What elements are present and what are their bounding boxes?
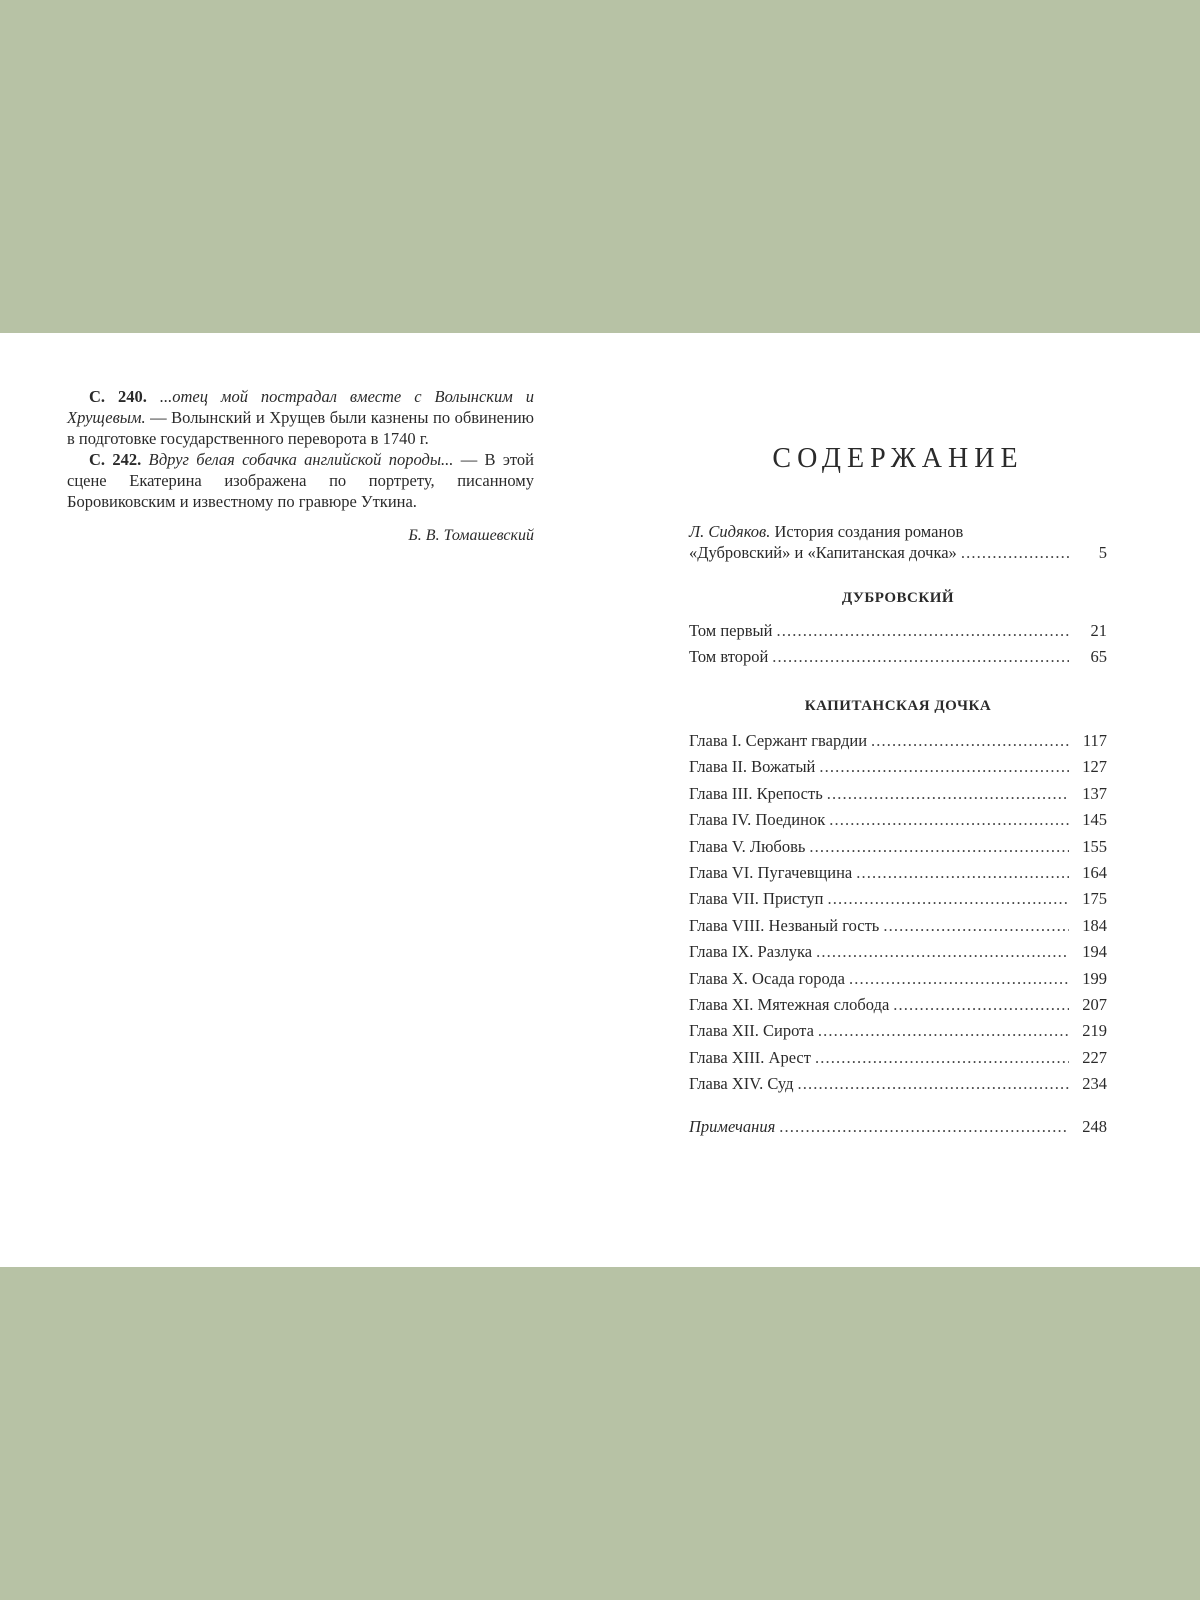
toc-intro-entry[interactable] (689, 521, 1107, 563)
entry-page: 184 (1082, 915, 1107, 935)
section-heading-dubrovsky: ДУБРОВСКИЙ (841, 590, 955, 606)
entry-label: Глава V. Любовь (689, 836, 806, 856)
note-quote: Вдруг белая собачка английской породы... (148, 450, 454, 469)
entry-page: 227 (1082, 1047, 1107, 1067)
entry-page: 194 (1082, 942, 1107, 962)
entry-label: Глава XIII. Арест (689, 1047, 811, 1067)
notes-entry-group (689, 1116, 1107, 1142)
entry-page: 145 (1082, 810, 1107, 830)
dot-leader (961, 542, 1069, 563)
dot-leader (871, 730, 1069, 751)
toc-entry[interactable] (689, 756, 1107, 782)
intro-line-2 (689, 542, 1107, 563)
note-ref: С. 240. (89, 387, 147, 406)
toc-entry[interactable] (689, 1073, 1107, 1099)
toc-entry[interactable] (689, 1047, 1107, 1073)
dot-leader (798, 1073, 1069, 1094)
entry-label: Том первый (689, 621, 773, 640)
entry-label: Глава IV. Поединок (689, 810, 826, 830)
toc-entry[interactable] (689, 1020, 1107, 1046)
entry-page: 234 (1082, 1074, 1107, 1094)
toc-entry[interactable] (689, 730, 1107, 756)
dot-leader (779, 1116, 1069, 1137)
entry-label: Глава VIII. Незваный гость (689, 915, 880, 935)
entry-label: Глава XII. Сирота (689, 1021, 814, 1041)
dot-leader (856, 862, 1069, 883)
dot-leader (776, 620, 1069, 641)
signature: Б. В. Томашевский (408, 527, 534, 544)
entry-label: Глава VII. Приступ (689, 889, 824, 909)
note-ref: С. 242. (89, 450, 142, 469)
entry-label: Глава IX. Разлука (689, 942, 813, 962)
toc-entry[interactable] (689, 968, 1107, 994)
intro-page: 5 (1098, 543, 1107, 562)
dot-leader (772, 646, 1069, 667)
entry-page: 164 (1082, 862, 1107, 882)
entry-page: 199 (1082, 968, 1107, 988)
toc-entry[interactable] (689, 620, 1107, 646)
entry-page: 248 (1082, 1117, 1107, 1136)
entry-label: Глава VI. Пугачевщина (689, 862, 853, 882)
toc-entry[interactable] (689, 646, 1107, 672)
toc-entry[interactable] (689, 941, 1107, 967)
dot-leader (819, 756, 1069, 777)
toc-title: СОДЕРЖАНИЕ (772, 443, 1024, 474)
dot-leader (893, 994, 1069, 1015)
note-242 (67, 449, 534, 512)
intro-author: Л. Сидяков. (689, 522, 771, 541)
toc-entry[interactable] (689, 836, 1107, 862)
dot-leader (827, 888, 1069, 909)
section-captains-daughter-entries (689, 730, 1107, 1099)
dot-leader (829, 809, 1069, 830)
intro-line-1 (689, 521, 1107, 542)
entry-label: Глава XIV. Суд (689, 1074, 794, 1094)
entry-label: Глава III. Крепость (689, 783, 823, 803)
dot-leader (827, 783, 1069, 804)
dot-leader (809, 836, 1069, 857)
entry-page: 219 (1082, 1021, 1107, 1041)
dot-leader (816, 941, 1069, 962)
dot-leader (815, 1047, 1069, 1068)
entry-label: Глава XI. Мятежная слобода (689, 994, 890, 1014)
entry-label: Глава II. Вожатый (689, 757, 816, 777)
entry-page: 137 (1082, 783, 1107, 803)
intro-title-2: «Дубровский» и «Капитанская дочка» (689, 543, 957, 562)
section-heading-captains-daughter: КАПИТАНСКАЯ ДОЧКА (804, 698, 992, 714)
entry-label: Глава X. Осада города (689, 968, 846, 988)
entry-page: 65 (1090, 647, 1107, 667)
toc-entry[interactable] (689, 783, 1107, 809)
entry-page: 175 (1082, 889, 1107, 909)
toc-entry[interactable] (689, 862, 1107, 888)
entry-label: Том второй (689, 647, 769, 667)
notes-block (67, 386, 534, 546)
note-text: — В этой сцене Екатерина изображена по портрету, писанному Боровиковским и известному по гравюре Уткина. (67, 450, 534, 511)
entry-page: 207 (1082, 994, 1107, 1014)
entry-label: Примечания (689, 1117, 776, 1136)
note-240 (67, 386, 534, 449)
entry-label: Глава I. Сержант гвардии (689, 731, 868, 750)
dot-leader (883, 915, 1069, 936)
entry-page: 117 (1082, 731, 1107, 750)
book-spread (0, 333, 1200, 1267)
entry-page: 127 (1082, 757, 1107, 777)
note-quote: ...отец мой пострадал вместе с Волынским и Хрущевым. (67, 387, 535, 427)
section-dubrovsky-entries (689, 620, 1107, 673)
intro-title-1: История создания романов (770, 522, 964, 541)
toc-entry[interactable] (689, 888, 1107, 914)
dot-leader (818, 1020, 1069, 1041)
dot-leader (849, 968, 1069, 989)
toc-entry[interactable] (689, 915, 1107, 941)
toc-entry-notes[interactable] (689, 1116, 1107, 1142)
entry-page: 21 (1090, 621, 1107, 640)
entry-page: 155 (1082, 836, 1107, 856)
toc-entry[interactable] (689, 809, 1107, 835)
toc-entry[interactable] (689, 994, 1107, 1020)
note-text: — Волынский и Хрущев были казнены по обвинению в подготовке государственного переворота в 1740 г. (67, 408, 534, 448)
